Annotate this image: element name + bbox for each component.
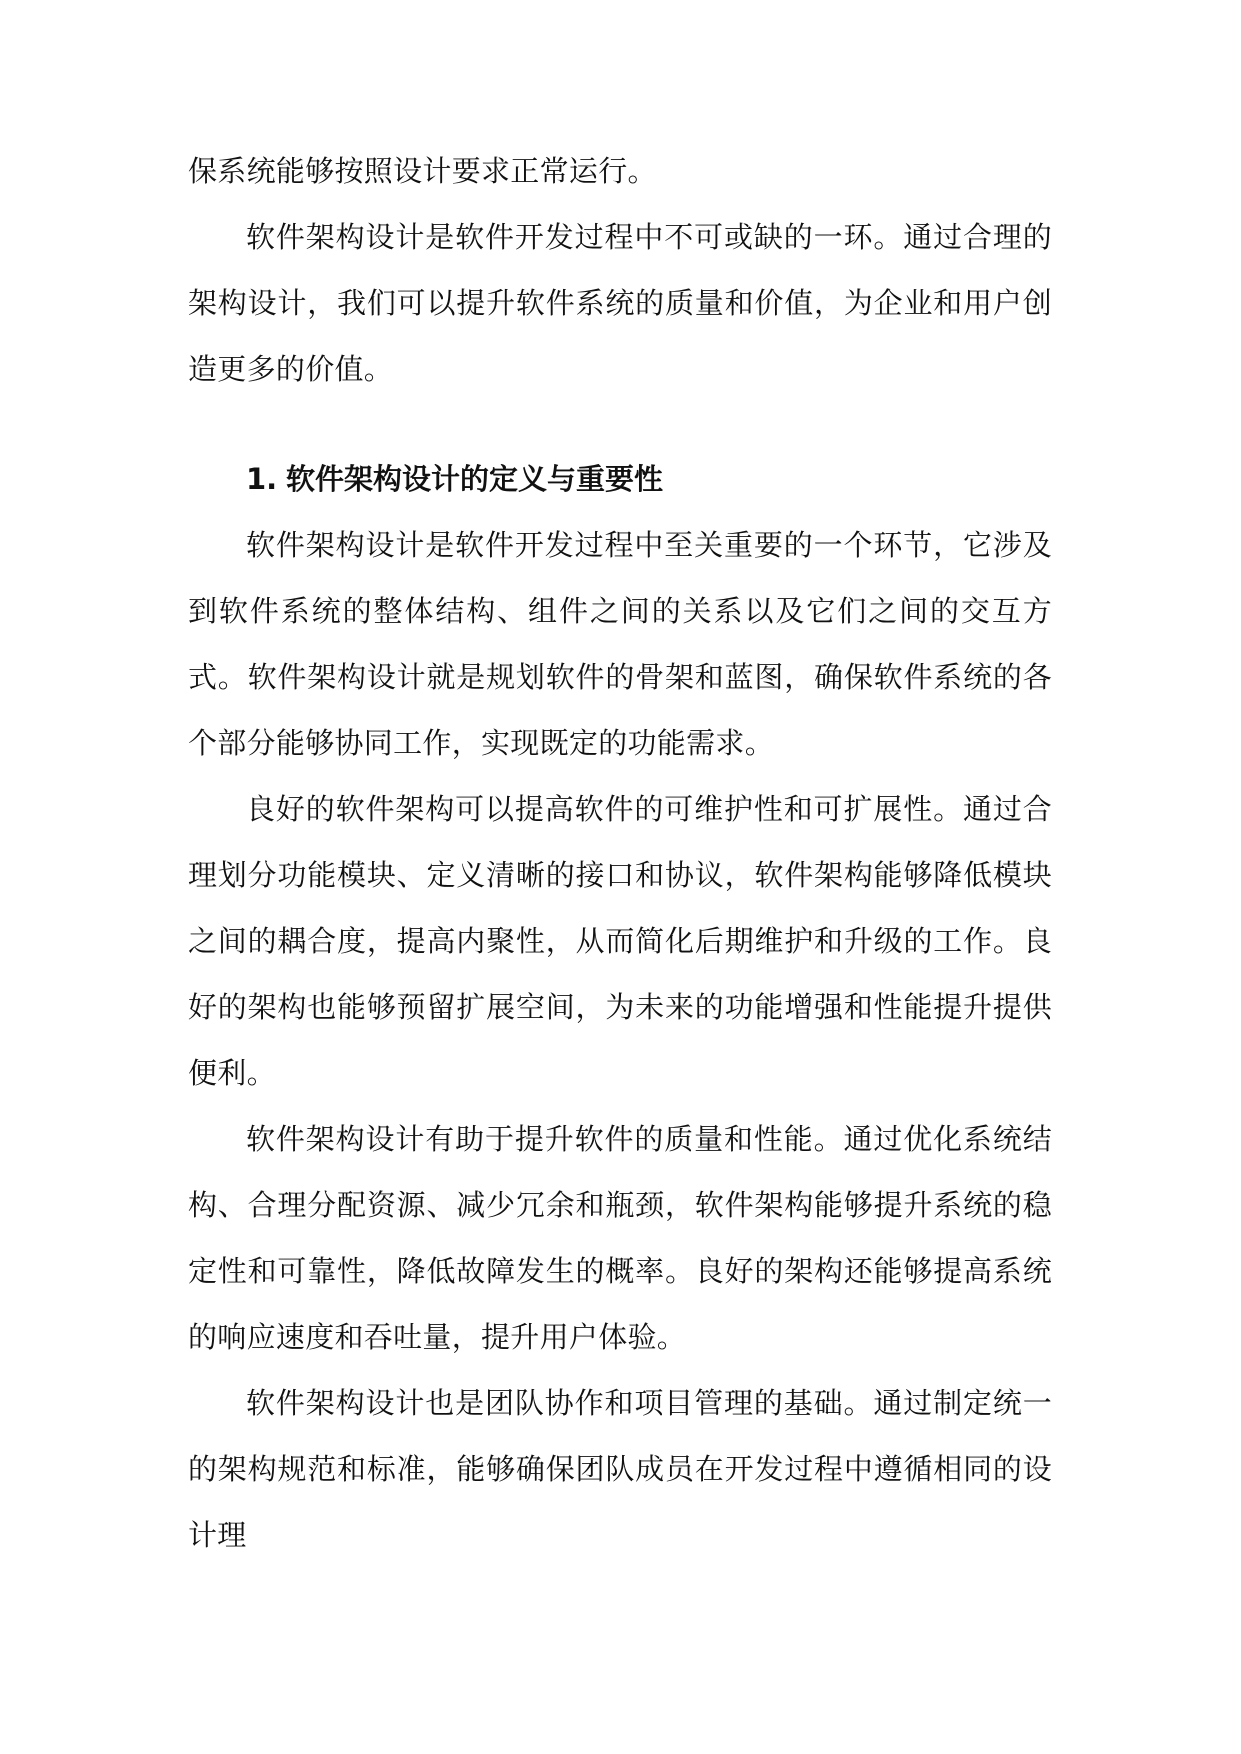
paragraph-architecture-summary: 软件架构设计是软件开发过程中不可或缺的一环。通过合理的架构设计，我们可以提升软件系统的质量和价值，为企业和用户创造更多的价值。 [188,220,1052,386]
section-spacer [188,402,1052,446]
paragraph-quality-performance: 软件架构设计有助于提升软件的质量和性能。通过优化系统结构、合理分配资源、减少冗余和瓶颈，软件架构能够提升系统的稳定性和可靠性，降低故障发生的概率。良好的架构还能够提高系统的响应速度和吞吐量，提升用户体验。 [188,1122,1052,1354]
paragraph-definition: 软件架构设计是软件开发过程中至关重要的一个环节，它涉及到软件系统的整体结构、组件之间的关系以及它们之间的交互方式。软件架构设计就是规划软件的骨架和蓝图，确保软件系统的各个部分能够协同工作，实现既定的功能需求。 [188,528,1052,760]
section-title: 软件架构设计的定义与重要性 [286,462,664,496]
document-body [188,138,1052,1568]
section-heading [188,446,1052,512]
paragraph-maintainability: 良好的软件架构可以提高软件的可维护性和可扩展性。通过合理划分功能模块、定义清晰的接口和协议，软件架构能够降低模块之间的耦合度，提高内聚性，从而简化后期维护和升级的工作。良好的架构也能够预留扩展空间，为未来的功能增强和性能提升提供便利。 [188,792,1052,1090]
paragraph-continuation: 保系统能够按照设计要求正常运行。 [188,154,657,188]
section-number: 1. [246,462,278,496]
paragraph-team-collaboration: 软件架构设计也是团队协作和项目管理的基础。通过制定统一的架构规范和标准，能够确保团队成员在开发过程中遵循相同的设计理 [188,1386,1052,1552]
